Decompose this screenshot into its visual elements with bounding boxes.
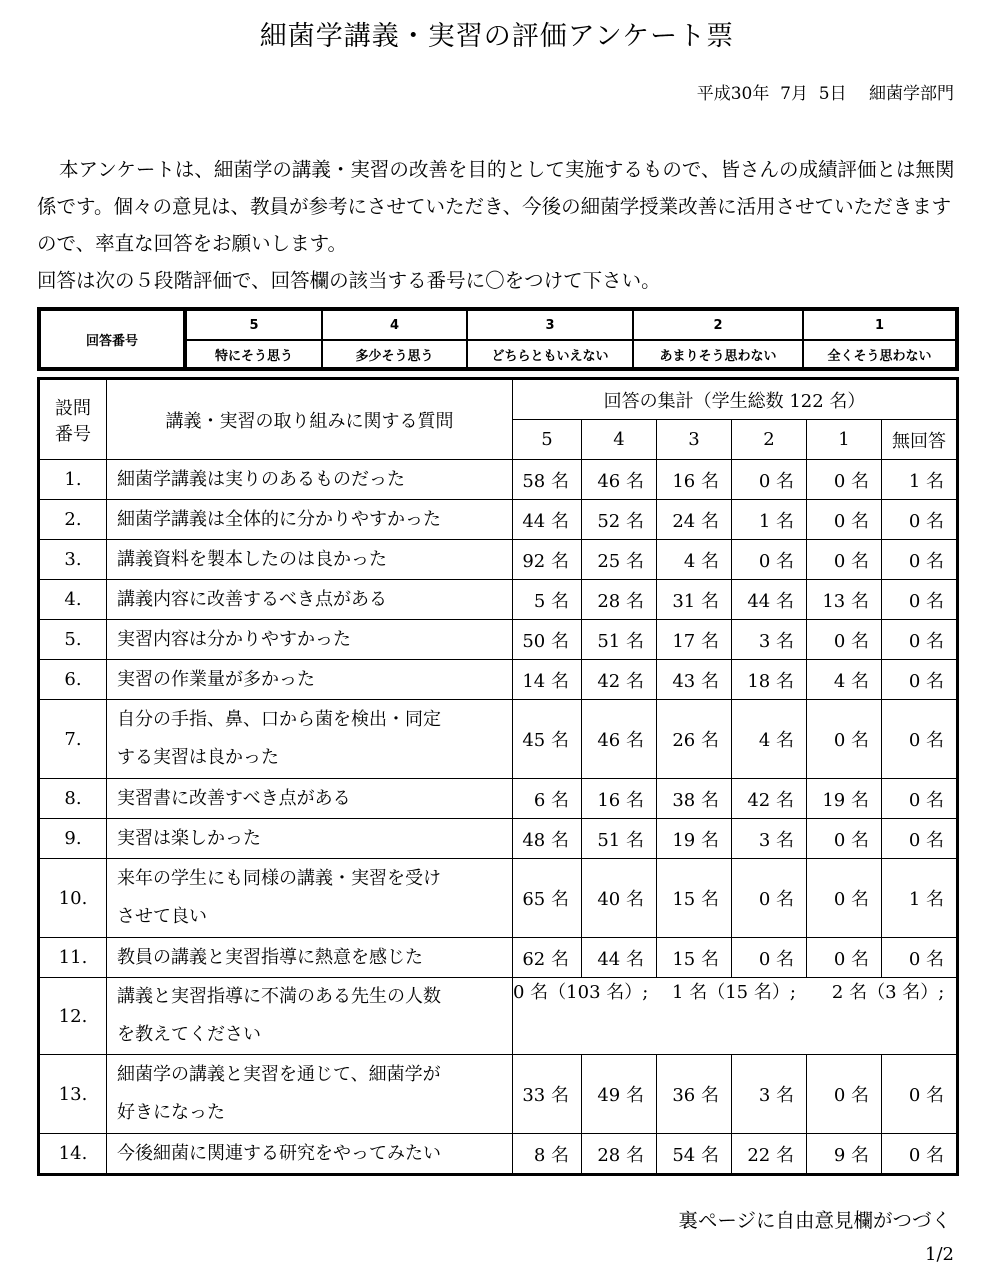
count-cell: 9 名 (807, 1134, 882, 1175)
intro-paragraph: 本アンケートは、細菌学の講義・実習の改善を目的として実施するもので、皆さんの成績評価とは無関係です。個々の意見は、教員が参考にさせていただき、今後の細菌学授業改善に活用させていただきますので、率直な回答をお願いします。 (37, 158, 955, 255)
teacher-dissatisfaction-counts: 0 名（103 名）; 1 名（15 名）; 2 名（3 名）; (513, 978, 958, 1055)
count-cell: 0 名 (732, 460, 807, 500)
row-number: 14. (39, 1134, 107, 1175)
question-text (107, 938, 513, 978)
count-cell: 0 名 (807, 620, 882, 660)
col-answer-2: 2 (732, 420, 807, 460)
question-text (107, 660, 513, 700)
count-cell: 14 名 (513, 660, 582, 700)
count-cell: 1 名 (882, 859, 958, 938)
count-cell: 44 名 (582, 938, 657, 978)
count-cell: 0 名 (732, 540, 807, 580)
question-line: 来年の学生にも同様の講義・実習を受け (117, 868, 441, 889)
count-cell: 52 名 (582, 500, 657, 540)
count-cell: 0 名 (882, 540, 958, 580)
table-row (39, 1134, 958, 1175)
count-cell: 0 名 (807, 460, 882, 500)
count-cell: 18 名 (732, 660, 807, 700)
table-row (39, 660, 958, 700)
count-cell: 25 名 (582, 540, 657, 580)
count-cell: 42 名 (582, 660, 657, 700)
count-cell: 15 名 (657, 938, 732, 978)
count-cell: 8 名 (513, 1134, 582, 1175)
row-number: 13. (39, 1055, 107, 1134)
count-cell: 1 名 (732, 500, 807, 540)
question-text (107, 779, 513, 819)
count-cell: 45 名 (513, 700, 582, 779)
count-cell: 0 名 (882, 580, 958, 620)
count-cell: 62 名 (513, 938, 582, 978)
scale-num-4: 4 (322, 310, 467, 340)
row-number: 9. (39, 819, 107, 859)
question-line: 実習は楽しかった (117, 827, 261, 849)
row-number: 1. (39, 460, 107, 500)
question-text (107, 819, 513, 859)
row-number: 11. (39, 938, 107, 978)
count-cell: 3 名 (732, 620, 807, 660)
col-answer-none: 無回答 (882, 420, 958, 460)
table-row (39, 580, 958, 620)
row-number: 6. (39, 660, 107, 700)
table-row (39, 819, 958, 859)
count-cell: 0 名 (807, 500, 882, 540)
scale-num-3: 3 (467, 310, 633, 340)
row-number: 5. (39, 620, 107, 660)
count-cell: 44 名 (732, 580, 807, 620)
question-line: 講義資料を製本したのは良かった (117, 548, 387, 570)
count-cell: 0 名 (882, 660, 958, 700)
question-text (107, 1134, 513, 1175)
count-cell: 44 名 (513, 500, 582, 540)
question-text (107, 1055, 513, 1134)
count-cell: 54 名 (657, 1134, 732, 1175)
scale-header: 回答番号 (40, 310, 186, 368)
page-title: 細菌学講義・実習の評価アンケート票 (259, 21, 735, 52)
count-cell: 0 名 (882, 500, 958, 540)
table-row (39, 540, 958, 580)
scale-label-4: 多少そう思う (322, 340, 467, 368)
scale-label-3: どちらともいえない (467, 340, 633, 368)
table-row (39, 460, 958, 500)
row-number: 12. (39, 978, 107, 1055)
question-text (107, 978, 513, 1055)
count-cell: 0 名 (882, 819, 958, 859)
col-answer-3: 3 (657, 420, 732, 460)
count-cell: 0 名 (807, 938, 882, 978)
count-cell: 4 名 (657, 540, 732, 580)
question-line: 自分の手指、鼻、口から菌を検出・同定 (117, 709, 441, 730)
row-number: 7. (39, 700, 107, 779)
scale-num-1: 1 (803, 310, 956, 340)
count-cell: 15 名 (657, 859, 732, 938)
answer-scale-table (37, 307, 959, 371)
scale-label-5: 特にそう思う (186, 340, 322, 368)
question-line: 実習内容は分かりやすかった (117, 628, 351, 650)
survey-results-table (37, 377, 959, 1176)
row-number: 2. (39, 500, 107, 540)
count-cell: 0 名 (882, 1055, 958, 1134)
count-cell: 49 名 (582, 1055, 657, 1134)
count-cell: 0 名 (807, 700, 882, 779)
col-answer-1: 1 (807, 420, 882, 460)
intro-instruction: 回答は次の５段階評価で、回答欄の該当する番号に〇をつけて下さい。 (37, 269, 661, 292)
count-cell: 0 名 (807, 859, 882, 938)
col-question-number-line1: 設問 (55, 397, 91, 419)
count-cell: 16 名 (657, 460, 732, 500)
table-row (39, 700, 958, 779)
count-cell: 13 名 (807, 580, 882, 620)
table-row (39, 859, 958, 938)
scale-num-2: 2 (633, 310, 803, 340)
row-number: 10. (39, 859, 107, 938)
count-cell: 43 名 (657, 660, 732, 700)
count-cell: 51 名 (582, 620, 657, 660)
row-number: 4. (39, 580, 107, 620)
table-row (39, 1055, 958, 1134)
row-number: 3. (39, 540, 107, 580)
question-line: 講義内容に改善するべき点がある (117, 588, 387, 610)
count-cell: 3 名 (732, 1055, 807, 1134)
question-text (107, 540, 513, 580)
col-question: 講義・実習の取り組みに関する質問 (107, 379, 513, 460)
count-cell: 58 名 (513, 460, 582, 500)
count-cell: 6 名 (513, 779, 582, 819)
count-cell: 33 名 (513, 1055, 582, 1134)
count-cell: 0 名 (882, 700, 958, 779)
count-cell: 38 名 (657, 779, 732, 819)
scale-label-1: 全くそう思わない (803, 340, 956, 368)
count-cell: 46 名 (582, 700, 657, 779)
count-cell: 26 名 (657, 700, 732, 779)
count-cell: 19 名 (807, 779, 882, 819)
col-answer-5: 5 (513, 420, 582, 460)
count-cell: 65 名 (513, 859, 582, 938)
question-line: 講義と実習指導に不満のある先生の人数 (117, 986, 441, 1007)
count-cell: 0 名 (807, 819, 882, 859)
continued-note: 裏ページに自由意見欄がつづく (678, 1209, 951, 1232)
col-summary: 回答の集計（学生総数 122 名） (513, 379, 958, 420)
question-line: 実習書に改善すべき点がある (117, 787, 351, 809)
count-cell: 4 名 (732, 700, 807, 779)
question-text (107, 460, 513, 500)
count-cell: 40 名 (582, 859, 657, 938)
count-cell: 5 名 (513, 580, 582, 620)
count-cell: 48 名 (513, 819, 582, 859)
page-number: 1/2 (925, 1244, 954, 1265)
count-cell: 51 名 (582, 819, 657, 859)
question-line: を教えてください (117, 1024, 261, 1045)
col-answer-4: 4 (582, 420, 657, 460)
table-row (39, 500, 958, 540)
scale-num-5: 5 (186, 310, 322, 340)
question-line: する実習は良かった (117, 747, 279, 768)
count-cell: 0 名 (732, 859, 807, 938)
count-cell: 4 名 (807, 660, 882, 700)
count-cell: 3 名 (732, 819, 807, 859)
question-line: 細菌学の講義と実習を通じて、細菌学が (117, 1064, 441, 1085)
count-cell: 24 名 (657, 500, 732, 540)
question-line: させて良い (117, 906, 207, 927)
count-cell: 28 名 (582, 580, 657, 620)
count-cell: 31 名 (657, 580, 732, 620)
count-cell: 0 名 (807, 540, 882, 580)
count-cell: 42 名 (732, 779, 807, 819)
col-question-number-line2: 番号 (55, 423, 91, 445)
count-cell: 92 名 (513, 540, 582, 580)
question-text (107, 580, 513, 620)
count-cell: 1 名 (882, 460, 958, 500)
count-cell: 17 名 (657, 620, 732, 660)
question-text (107, 859, 513, 938)
count-cell: 0 名 (732, 938, 807, 978)
question-line: 細菌学講義は実りのあるものだった (117, 468, 405, 490)
count-cell: 0 名 (882, 1134, 958, 1175)
count-cell: 36 名 (657, 1055, 732, 1134)
count-cell: 22 名 (732, 1134, 807, 1175)
col-question-number (39, 379, 107, 460)
scale-label-2: あまりそう思わない (633, 340, 803, 368)
table-row (39, 779, 958, 819)
intro-text (37, 151, 962, 299)
table-row (39, 620, 958, 660)
count-cell: 50 名 (513, 620, 582, 660)
question-line: 細菌学講義は全体的に分かりやすかった (117, 508, 441, 530)
count-cell: 0 名 (807, 1055, 882, 1134)
count-cell: 46 名 (582, 460, 657, 500)
question-text (107, 500, 513, 540)
table-row (39, 938, 958, 978)
question-line: 教員の講義と実習指導に熱意を感じた (117, 946, 423, 968)
question-text (107, 620, 513, 660)
count-cell: 0 名 (882, 620, 958, 660)
count-cell: 28 名 (582, 1134, 657, 1175)
question-line: 今後細菌に関連する研究をやってみたい (117, 1142, 441, 1164)
count-cell: 16 名 (582, 779, 657, 819)
row-number: 8. (39, 779, 107, 819)
count-cell: 0 名 (882, 779, 958, 819)
count-cell: 0 名 (882, 938, 958, 978)
question-line: 実習の作業量が多かった (117, 668, 315, 690)
question-text (107, 700, 513, 779)
date-and-department: 平成30年 7月 5日 細菌学部門 (696, 84, 954, 104)
question-line: 好きになった (117, 1102, 225, 1123)
count-cell: 19 名 (657, 819, 732, 859)
